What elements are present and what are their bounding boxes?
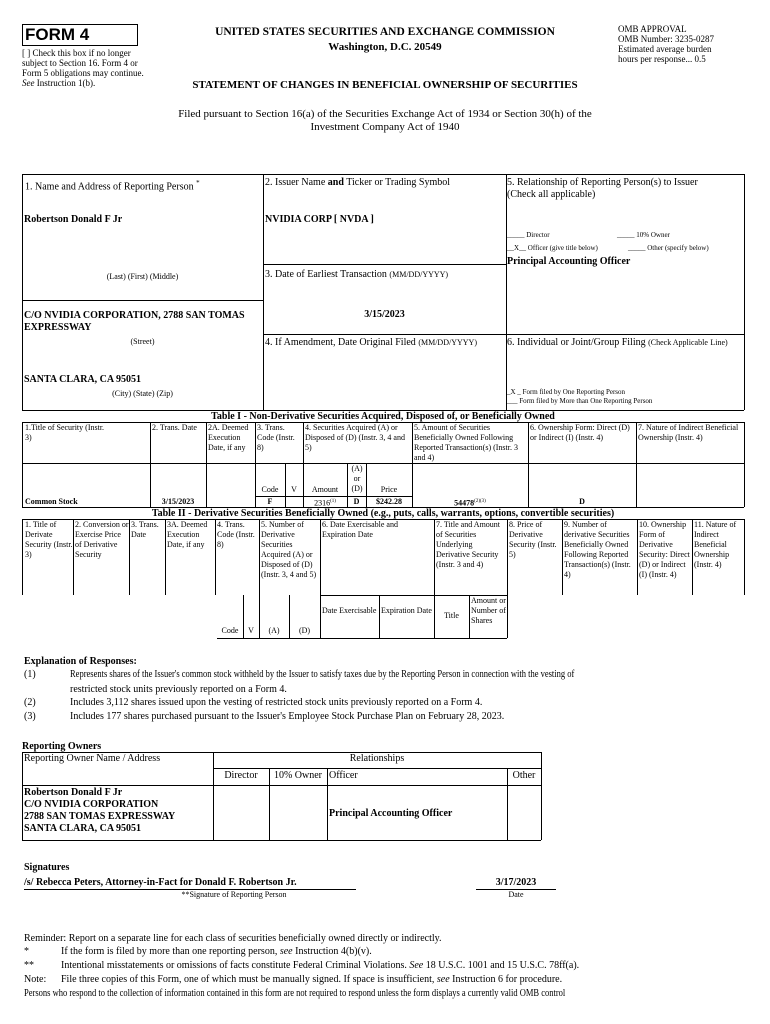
t2-sub-date-ex: Date Exercisable (322, 606, 377, 615)
ten-percent-owner-checkbox[interactable]: _____ 10% Owner (617, 231, 670, 239)
footnote-2star-text: Intentional misstatements or omissions of facts constitute Federal Criminal Violations. See 18 U.S.C. 1001 and 15 U.S.C. 78ff(a). (61, 960, 580, 971)
owners-col-relationships: Relationships (349, 753, 405, 764)
one-person-option[interactable]: _X _ Form filed by One Reporting Person (507, 388, 626, 396)
box5-label: 5. Relationship of Reporting Person(s) to Issuer (Check all applicable) (507, 177, 698, 200)
signer-name: /s/ Rebecca Peters, Attorney-in-Fact for Donald F. Robertson Jr. (24, 877, 297, 888)
t2-sub-d: (D) (298, 626, 311, 635)
explanation-num-2: (2) (24, 697, 36, 708)
t2-col4: 4. Trans. Code (Instr. 8) (217, 520, 255, 549)
t1-sub-price: Price (380, 485, 398, 494)
explanation-num-3: (3) (24, 711, 36, 722)
note-text: File three copies of this Form, one of which must be manually signed. If space is insufficient, see Instruction 6 for procedure. (61, 974, 563, 985)
footnote-star-symbol: * (24, 946, 29, 957)
footnote-2star-symbol: ** (24, 960, 34, 971)
owners-col-director: Director (224, 770, 258, 781)
t2-col7: 7. Title and Amount of Securities Underlying Derivative Security (Instr. 3 and 4) (436, 520, 501, 569)
t1-row-code: F (267, 497, 273, 506)
owners-col-officer: Officer (329, 770, 358, 781)
owners-col-name: Reporting Owner Name / Address (24, 753, 161, 764)
earliest-transaction-date: 3/15/2023 (364, 309, 405, 320)
t2-col3: 3. Trans. Date (131, 520, 159, 539)
footnote-star-text: If the form is filed by more than one reporting person, see Instruction 4(b)(v). (61, 946, 372, 957)
reporting-person-street: C/O NVIDIA CORPORATION, 2788 SAN TOMAS EXPRESSWAY (24, 310, 245, 333)
explanation-heading: Explanation of Responses: (24, 656, 137, 667)
owners-col-10pct: 10% Owner (273, 770, 323, 781)
multi-person-option[interactable]: ___ Form filed by More than One Reporting Person (507, 397, 653, 405)
reporting-person-name: Robertson Donald F Jr (24, 214, 123, 225)
city-caption: (City) (State) (Zip) (112, 389, 173, 398)
t1-row-aord: D (353, 497, 360, 506)
t1-col2: 2. Trans. Date (152, 423, 197, 432)
owners-col-other: Other (512, 770, 536, 781)
t2-col6: 6. Date Exercisable and Expiration Date (322, 520, 398, 539)
agency-location: Washington, D.C. 20549 (328, 41, 442, 53)
t1-row-owned: $54478^{(2)(3)}$ (454, 498, 486, 508)
t2-sub-title: Title (444, 611, 459, 620)
box2-label: 2. Issuer Name and Ticker or Trading Symbol (265, 177, 451, 188)
street-caption: (Street) (130, 337, 155, 346)
t1-col6: 6. Ownership Form: Direct (D) or Indirect (I) (Instr. 4) (530, 423, 630, 442)
signature-date: 3/17/2023 (495, 877, 537, 888)
officer-title: Principal Accounting Officer (507, 256, 631, 267)
t1-row-amount: 2316$^{(1)}$ (314, 498, 336, 508)
reminder: Reminder: Report on a separate line for each class of securities beneficially owned directly or indirectly. (24, 933, 442, 944)
t2-sub-a: (A) (268, 626, 280, 635)
form-title-box (22, 24, 138, 46)
t1-sub-v: V (291, 485, 297, 494)
issuer-name: NVIDIA CORP [ NVDA ] (265, 214, 374, 225)
other-checkbox[interactable]: _____ Other (specify below) (628, 244, 709, 252)
box6-label: 6. Individual or Joint/Group Filing (Check Applicable Line) (507, 337, 728, 348)
explanation-text-1: Represents shares of the Issuer's common stock withheld by the Issuer to satisfy taxes due by the Reporting Person in connection with the vesting of restricted stock units previously reported on a Form 4. (70, 669, 575, 695)
omb-approval: OMB APPROVAL OMB Number: 3235-0287 Estimated average burden hours per response... 0.5 (618, 24, 714, 64)
t1-row-form: D (579, 497, 585, 506)
omb-control-notice: Persons who respond to the collection of information contained in this form are not required to respond unless the form displays a currently valid OMB control (24, 988, 566, 999)
reporting-person-city: SANTA CLARA, CA 95051 (24, 374, 142, 385)
table1-title: Table I - Non-Derivative Securities Acquired, Disposed of, or Beneficially Owned (211, 411, 555, 422)
t1-sub-aord: (A) or (D) (351, 464, 363, 493)
signatures-heading: Signatures (24, 862, 70, 873)
t2-col8: 8. Price of Derivative Security (Instr. 5) (509, 520, 557, 559)
director-checkbox[interactable]: _____ Director (507, 231, 550, 239)
t1-col3: 3. Trans. Code (Instr. 8) (257, 423, 295, 452)
t1-col5: 5. Amount of Securities Beneficially Owned Following Reported Transaction(s) (Instr. 3 and 4) (414, 423, 518, 462)
t2-col5: 5. Number of Derivative Securities Acquired (A) or Disposed of (D) (Instr. 3, 4 and 5) (261, 520, 317, 579)
t1-col1: 1.Title of Security (Instr. 3) (25, 423, 105, 442)
note-symbol: Note: (24, 974, 47, 985)
agency-name: UNITED STATES SECURITIES AND EXCHANGE COMMISSION (215, 26, 555, 38)
signature-caption: **Signature of Reporting Person (181, 890, 287, 899)
t2-col10: 10. Ownership Form of Derivative Security: Direct (D) or Indirect (I) (Instr. 4) (639, 520, 690, 579)
box3-label: 3. Date of Earliest Transaction (MM/DD/YYYY) (265, 269, 449, 280)
officer-checkbox[interactable]: __X__ Officer (give title below) (507, 244, 598, 252)
t2-col2: 2. Conversion or Exercise Price of Derivative Security (75, 520, 129, 559)
owners-heading: Reporting Owners (22, 741, 102, 752)
box4-label: 4. If Amendment, Date Original Filed (MM/DD/YYYY) (265, 337, 477, 348)
filed-pursuant: Filed pursuant to Section 16(a) of the Securities Exchange Act of 1934 or Section 30(h) of the Investment Company Act of 1940 (178, 108, 592, 133)
name-caption: (Last) (First) (Middle) (106, 272, 179, 281)
t2-sub-exp: Expiration Date (381, 606, 432, 615)
owner-name-address: Robertson Donald F Jr C/O NVIDIA CORPORATION 2788 SAN TOMAS EXPRESSWAY SANTA CLARA, CA 95051 (24, 787, 176, 834)
t2-col11: 11. Nature of Indirect Beneficial Ownership (Instr. 4) (694, 520, 737, 569)
t1-sub-code: Code (261, 485, 279, 494)
form-title: FORM 4 (25, 25, 90, 44)
box1-label: 1. Name and Address of Reporting Person * (25, 179, 200, 193)
explanation-num-1: (1) (24, 669, 36, 680)
t1-row-title: Common Stock (25, 497, 78, 506)
t1-row-price: $242.28 (376, 497, 402, 506)
owner-officer-title: Principal Accounting Officer (329, 808, 453, 819)
t1-col2a: 2A. Deemed Execution Date, if any (208, 423, 249, 452)
t1-col4: 4. Securities Acquired (A) or Disposed of (D) (Instr. 3, 4 and 5) (305, 423, 405, 452)
t1-col7: 7. Nature of Indirect Beneficial Ownership (Instr. 4) (638, 423, 739, 442)
no-longer-subject-note: [ ] Check this box if no longer subject to Section 16. Form 4 or Form 5 obligations may continue. See Instruction 1(b). (22, 48, 144, 88)
explanation-text-3: Includes 177 shares purchased pursuant to the Issuer's Employee Stock Purchase Plan on February 28, 2023. (70, 711, 505, 722)
t1-row-date: 3/15/2023 (161, 497, 195, 506)
t2-col1: 1. Title of Derivate Security (Instr. 3) (25, 520, 73, 559)
t2-sub-amount: Amount or Number of Shares (471, 596, 506, 625)
t1-sub-amount: Amount (311, 485, 339, 494)
explanation-text-2: Includes 3,112 shares issued upon the vesting of restricted stock units previously reported on a Form 4. (70, 697, 483, 708)
date-caption: Date (508, 890, 524, 899)
t2-sub-v: V (248, 626, 254, 635)
t2-col9: 9. Number of derivative Securities Beneficially Owned Following Reported Transaction(s) (Instr. 4) (564, 520, 631, 579)
t2-sub-code: Code (221, 626, 239, 635)
statement-title: STATEMENT OF CHANGES IN BENEFICIAL OWNERSHIP OF SECURITIES (192, 79, 578, 91)
table2-title: Table II - Derivative Securities Beneficially Owned (e.g., puts, calls, warrants, options, convertible securities) (151, 508, 615, 519)
t2-col3a: 3A. Deemed Execution Date, if any (167, 520, 208, 549)
